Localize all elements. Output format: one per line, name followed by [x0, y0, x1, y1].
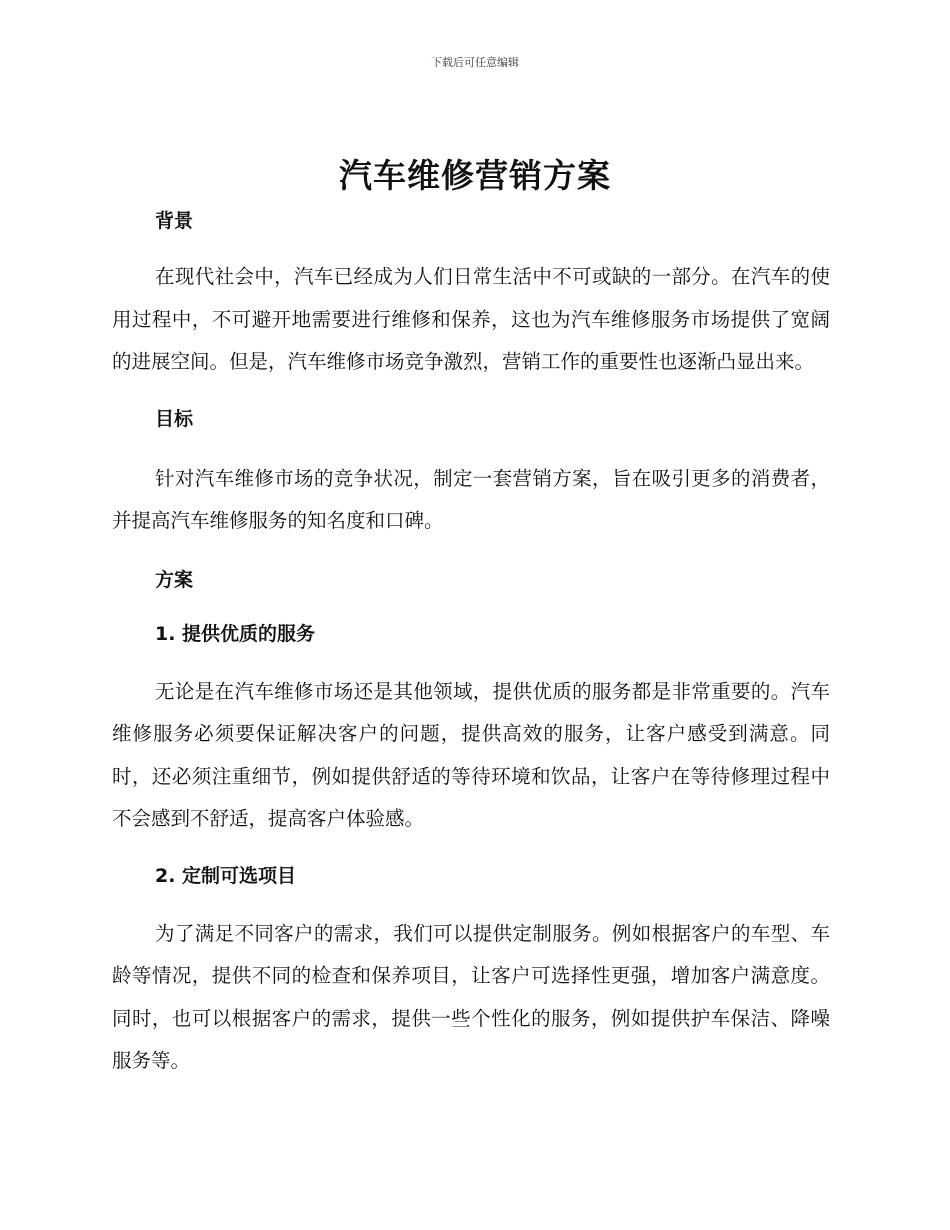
section-heading-plan: 方案	[155, 568, 194, 591]
subsection-paragraph-custom-options: 为了满足不同客户的需求，我们可以提供定制服务。例如根据客户的车型、车龄等情况，提供不同的检查和保养项目，让客户可选择性更强，增加客户满意度。同时，也可以根据客户的需求，提供一些个性化的服务，例如提供护车保洁、降噪服务等。	[112, 921, 830, 1072]
subsection-heading-custom-options: 2. 定制可选项目	[155, 864, 297, 887]
section-paragraph-background: 在现代社会中，汽车已经成为人们日常生活中不可或缺的一部分。在汽车的使用过程中，不可避开地需要进行维修和保养，这也为汽车维修服务市场提供了宽阔的进展空间。但是，汽车维修市场竞争激烈，营销工作的重要性也逐渐凸显出来。	[112, 265, 830, 373]
page-title: 汽车维修营销方案	[339, 156, 611, 195]
header-note: 下载后可任意编辑	[431, 56, 519, 69]
section-heading-background: 背景	[155, 210, 194, 232]
subsection-paragraph-quality-service: 无论是在汽车维修市场还是其他领域，提供优质的服务都是非常重要的。汽车维修服务必须要保证解决客户的问题，提供高效的服务，让客户感受到满意。同时，还必须注重细节，例如提供舒适的等待环境和饮品，让客户在等待修理过程中不会感到不舒适，提高客户体验感。	[112, 679, 830, 830]
section-heading-goal: 目标	[155, 407, 194, 430]
document-body	[112, 204, 830, 1083]
subsection-heading-quality-service: 1. 提供优质的服务	[155, 622, 316, 645]
section-paragraph-goal: 针对汽车维修市场的竞争状况，制定一套营销方案，旨在吸引更多的消费者，并提高汽车维修服务的知名度和口碑。	[112, 466, 830, 532]
